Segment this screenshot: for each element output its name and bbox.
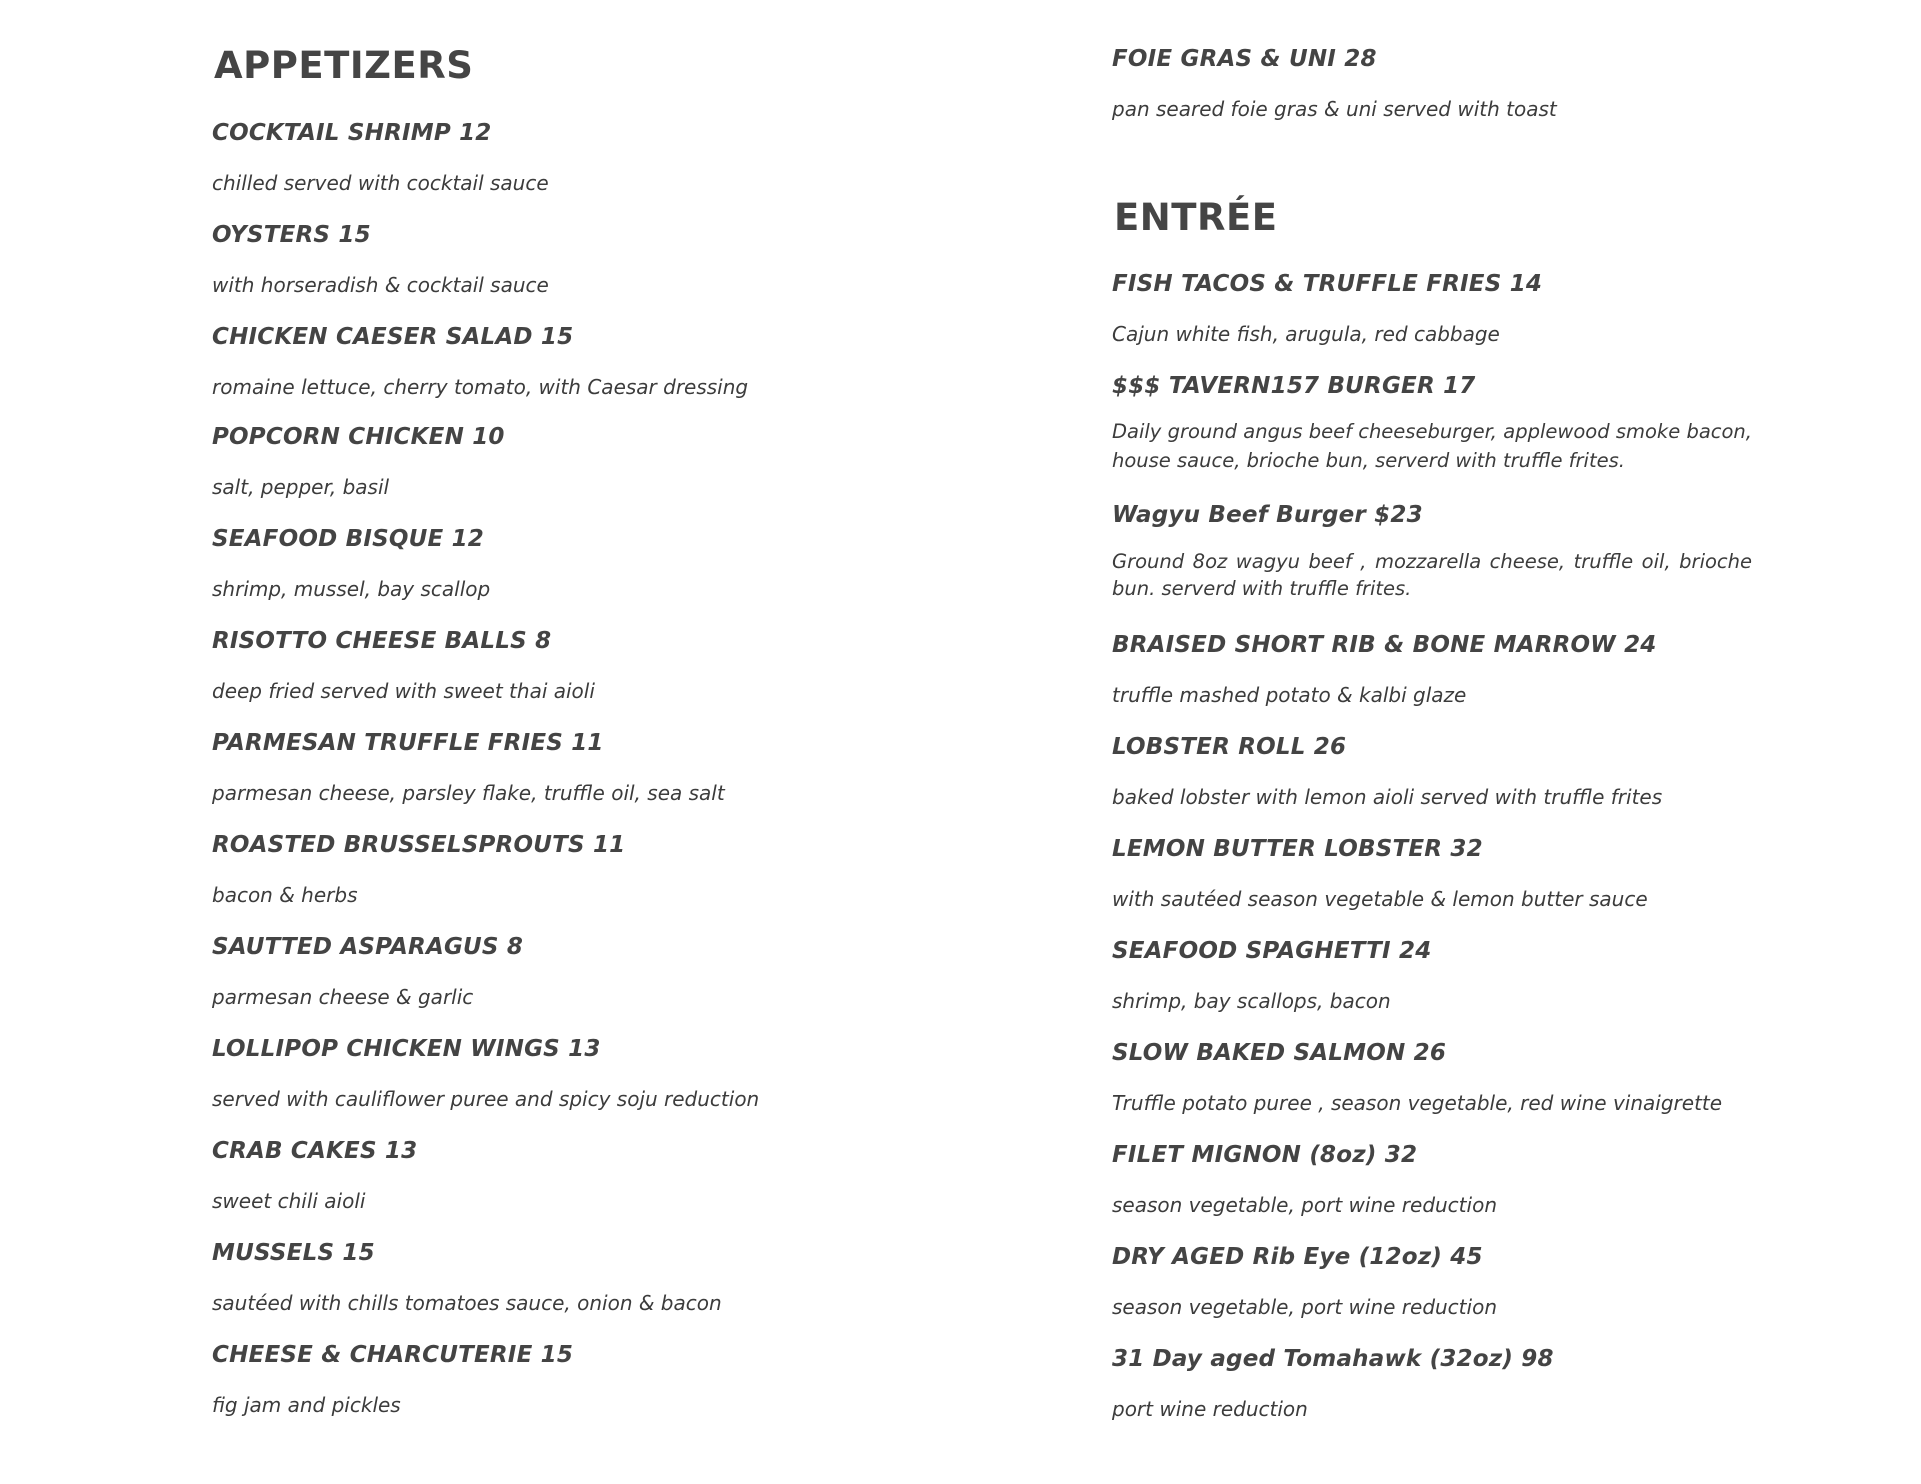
item-name: LOBSTER ROLL 26	[1112, 734, 1347, 760]
item-description: romaine lettuce, cherry tomato, with Caesar dressing	[212, 375, 749, 399]
menu-item	[1112, 632, 1764, 709]
item-description: shrimp, bay scallops, bacon	[1112, 989, 1391, 1013]
item-description: sweet chili aioli	[212, 1189, 366, 1213]
item-description: chilled served with cocktail sauce	[212, 171, 549, 195]
item-description: port wine reduction	[1112, 1397, 1308, 1421]
item-description: parmesan cheese, parsley flake, truffle oil, sea salt	[212, 781, 725, 805]
item-name: OYSTERS 15	[212, 222, 371, 248]
item-name: CHEESE & CHARCUTERIE 15	[212, 1342, 574, 1368]
menu-item	[212, 1240, 912, 1317]
item-description: sautéed with chills tomatoes sauce, onion & bacon	[212, 1291, 722, 1315]
item-description: parmesan cheese & garlic	[212, 985, 474, 1009]
menu-item	[212, 120, 912, 197]
menu-item	[1112, 1142, 1764, 1219]
item-name: FISH TACOS & TRUFFLE FRIES 14	[1112, 271, 1543, 297]
item-description: with horseradish & cocktail sauce	[212, 273, 549, 297]
menu-item	[1112, 1244, 1764, 1321]
menu-item	[1112, 734, 1764, 811]
item-name: CHICKEN CAESER SALAD 15	[212, 324, 574, 350]
item-description: with sautéed season vegetable & lemon butter sauce	[1112, 887, 1648, 911]
item-name: SEAFOOD SPAGHETTI 24	[1112, 938, 1432, 964]
item-name: LEMON BUTTER LOBSTER 32	[1112, 836, 1483, 862]
menu-item	[1112, 938, 1764, 1015]
menu-item	[212, 1138, 912, 1215]
item-name: BRAISED SHORT RIB & BONE MARROW 24	[1112, 632, 1657, 658]
item-name: DRY AGED Rib Eye (12oz) 45	[1112, 1244, 1483, 1270]
item-description: deep fried served with sweet thai aioli	[212, 679, 595, 703]
menu-item	[212, 1036, 912, 1113]
menu-item	[212, 730, 912, 807]
menu-item	[212, 934, 912, 1011]
item-name: POPCORN CHICKEN 10	[212, 424, 505, 450]
item-name: FILET MIGNON (8oz) 32	[1112, 1142, 1418, 1168]
menu-item	[1112, 836, 1764, 913]
item-name: PARMESAN TRUFFLE FRIES 11	[212, 730, 604, 756]
item-description: season vegetable, port wine reduction	[1112, 1295, 1497, 1319]
item-description: Cajun white fish, arugula, red cabbage	[1112, 322, 1500, 346]
item-description: pan seared foie gras & uni served with toast	[1112, 97, 1557, 121]
menu-item	[1112, 373, 1764, 475]
item-description: Daily ground angus beef cheeseburger, applewood smoke bacon, house sauce, brioche bun, serverd with truffle frites.	[1112, 420, 1752, 472]
menu-item	[212, 1342, 912, 1419]
menu-item	[1112, 502, 1764, 602]
menu-item-foie-gras	[1112, 46, 1764, 123]
item-name: MUSSELS 15	[212, 1240, 375, 1266]
menu-item	[212, 832, 912, 909]
item-name: RISOTTO CHEESE BALLS 8	[212, 628, 552, 654]
item-name: Wagyu Beef Burger $23	[1112, 502, 1423, 528]
item-name: LOLLIPOP CHICKEN WINGS 13	[212, 1036, 601, 1062]
item-description: Truffle potato puree , season vegetable, red wine vinaigrette	[1112, 1091, 1723, 1115]
item-description: Ground 8oz wagyu beef , mozzarella cheese, truffle oil, brioche bun. serverd with truffle frites.	[1112, 550, 1752, 600]
item-name: SAUTTED ASPARAGUS 8	[212, 934, 524, 960]
appetizers-title: APPETIZERS	[214, 44, 474, 87]
item-description: shrimp, mussel, bay scallop	[212, 577, 491, 601]
item-name: ROASTED BRUSSELSPROUTS 11	[212, 832, 626, 858]
entree-title: ENTRÉE	[1114, 196, 1278, 239]
menu-item	[1112, 271, 1764, 348]
menu-item	[212, 222, 912, 299]
item-name: 31 Day aged Tomahawk (32oz) 98	[1112, 1346, 1554, 1372]
item-name: $$$ TAVERN157 BURGER 17	[1112, 373, 1476, 399]
item-name: FOIE GRAS & UNI 28	[1112, 46, 1377, 72]
item-description: fig jam and pickles	[212, 1393, 401, 1417]
item-name: SLOW BAKED SALMON 26	[1112, 1040, 1447, 1066]
menu-item	[212, 424, 912, 501]
item-description: season vegetable, port wine reduction	[1112, 1193, 1497, 1217]
item-description: served with cauliflower puree and spicy soju reduction	[212, 1087, 760, 1111]
item-description: baked lobster with lemon aioli served with truffle frites	[1112, 785, 1663, 809]
menu-item	[212, 324, 912, 401]
menu-item	[1112, 1346, 1764, 1423]
item-description: salt, pepper, basil	[212, 475, 390, 499]
item-name: SEAFOOD BISQUE 12	[212, 526, 484, 552]
item-description: truffle mashed potato & kalbi glaze	[1112, 683, 1467, 707]
item-name: COCKTAIL SHRIMP 12	[212, 120, 492, 146]
item-description: bacon & herbs	[212, 883, 358, 907]
menu-item	[1112, 1040, 1764, 1117]
menu-item	[212, 526, 912, 603]
item-name: CRAB CAKES 13	[212, 1138, 418, 1164]
menu-item	[212, 628, 912, 705]
